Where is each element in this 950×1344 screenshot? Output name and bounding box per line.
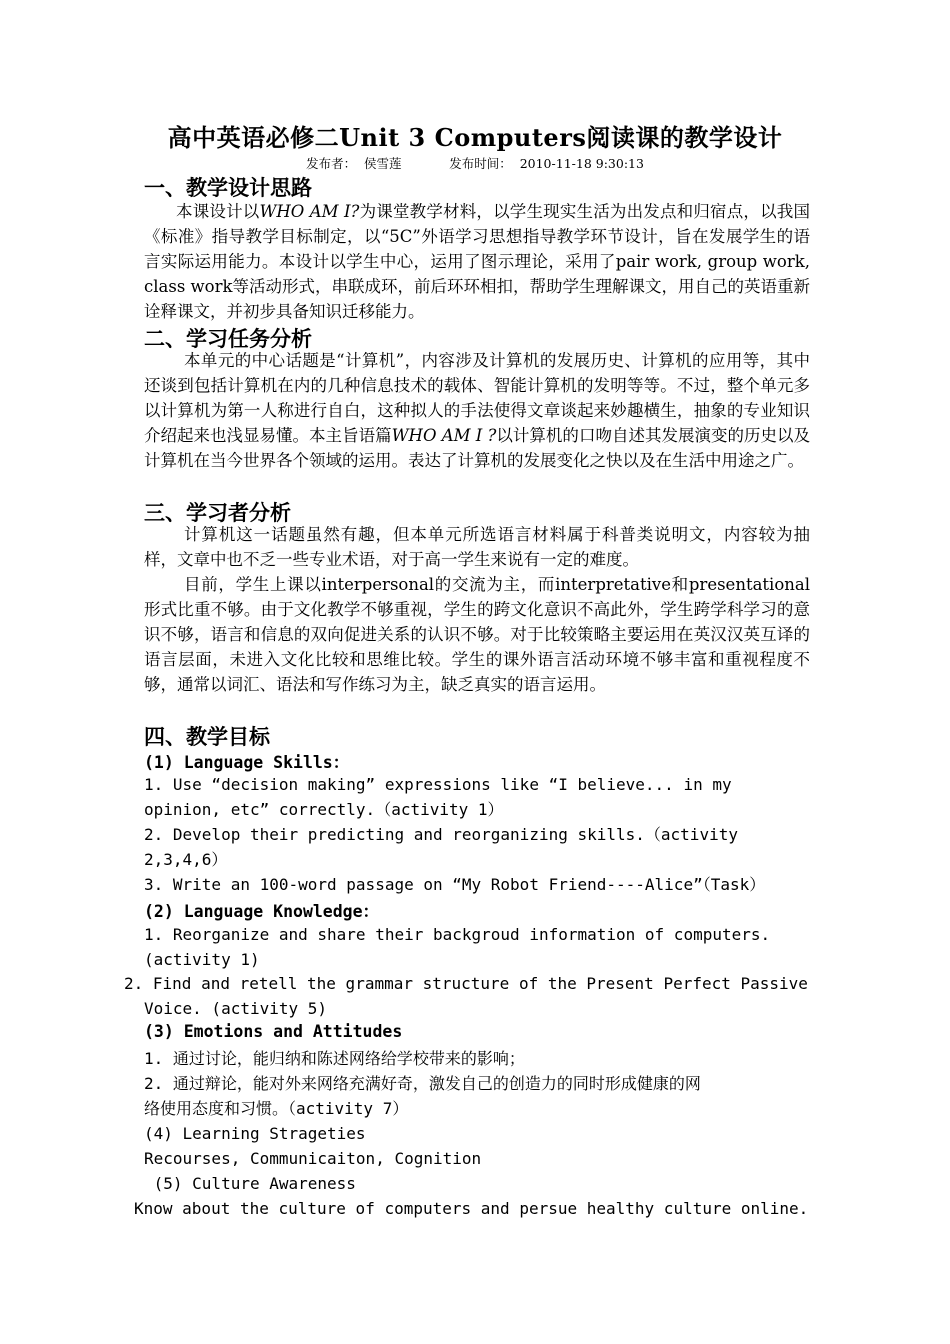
section-paragraph xyxy=(144,199,810,324)
section-paragraph: 计算机这一话题虽然有趣，但本单元所选语言材料属于科普类说明文，内容较为抽样，文章中也不乏一些专业术语，对于高一学生来说有一定的难度。 xyxy=(144,525,810,569)
publisher-label: 发布者： xyxy=(306,156,357,171)
goal-line: Recourses, Communicaiton, Cognition xyxy=(144,1149,482,1168)
goal-line: (activity 1) xyxy=(144,950,260,969)
document-title: 高中英语必修二Unit 3 Computers阅读课的教学设计 xyxy=(167,123,783,152)
paragraph-text: 以计算机的口吻自述其发展演变的历史以及计算机在当今世界各个领域的运用。表达了计算机的发展变化之快以及在生活中用途之广。 xyxy=(144,426,811,470)
lesson-title-emphasis: WHO AM I ? xyxy=(391,426,497,445)
subheading-language-skills: (1) Language Skills： xyxy=(144,753,350,772)
section-paragraph xyxy=(144,348,810,473)
section-paragraph: 目前，学生上课以interpersonal的交流为主，而interpretative和presentational形式比重不够。由于文化教学不够重视，学生的跨文化意识不高此外，学生跨学科学习的意识不够，语言和信息的双向促进关系的认识不够。对于比较策略主要运用在英汉汉英互译的语言层面，未进入文化比较和思维比较。学生的课外语言活动环境不够丰富和重视程度不够，通常以词汇、语法和写作练习为主，缺乏真实的语言运用。 xyxy=(144,575,810,694)
publish-time: 2010-11-18 9:30:13 xyxy=(519,156,644,171)
section-heading-teaching-goals: 四、教学目标 xyxy=(144,724,270,749)
subheading-emotions-attitudes: (3) Emotions and Attitudes xyxy=(144,1022,403,1041)
paragraph-text: 本单元的中心话题是“计算机”，内容涉及计算机的发展历史、计算机的应用等，其中还谈到包括计算机在内的几种信息技术的载体、智能计算机的发明等等。不过，整个单元多以计算机为第一人称进行自白，这种拟人的手法使得文章谈起来妙趣横生，抽象的专业知识介绍起来也浅显易懂。本主旨语篇 xyxy=(144,351,810,445)
subheading-language-knowledge: (2) Language Knowledge： xyxy=(144,902,380,921)
goal-line: Voice. (activity 5) xyxy=(144,999,328,1018)
goal-line: 1. 通过讨论，能归纳和陈述网络给学校带来的影响； xyxy=(144,1049,525,1068)
section-heading-task-analysis: 二、学习任务分析 xyxy=(144,326,312,351)
publish-meta xyxy=(0,154,950,172)
subheading-learning-strategies: (4) Learning Strageties xyxy=(144,1124,366,1143)
subheading-culture-awareness: (5) Culture Awareness xyxy=(144,1174,356,1193)
goal-line: 1. Use “decision making” expressions like “I believe... in my xyxy=(144,775,732,794)
goal-line: 2. Develop their predicting and reorganizing skills.（activity xyxy=(144,825,738,844)
publish-time-label: 发布时间： xyxy=(449,156,512,171)
paragraph-text: 为课堂教学材料，以学生现实生活为出发点和归宿点，以我国《标准》指导教学目标制定，以“5C”外语学习思想指导教学环节设计，旨在发展学生的语言实际运用能力。本设计以学生中心，运用了图示理论，采用了pair work, group work, class work等活动形式，串联成环，前后环环相扣，帮助学生理解课文，用自己的英语重新诠释课文，并初步具备知识迁移能力。 xyxy=(144,202,810,321)
goal-line: 络使用态度和习惯。（activity 7） xyxy=(144,1099,409,1118)
goal-line: 1. Reorganize and share their backgroud information of computers. xyxy=(144,925,771,944)
section-heading-design-idea: 一、教学设计思路 xyxy=(144,175,312,200)
lesson-title-emphasis: WHO AM I? xyxy=(259,202,360,221)
section-heading-learner-analysis: 三、学习者分析 xyxy=(144,500,291,525)
goal-line: 3. Write an 100-word passage on “My Robot Friend----Alice”（Task） xyxy=(144,875,766,894)
goal-line: 2. Find and retell the grammar structure of the Present Perfect Passive xyxy=(124,974,808,993)
goal-line: 2,3,4,6） xyxy=(144,850,228,869)
paragraph-text: 本课设计以 xyxy=(176,202,260,221)
publisher-name: 侯雪莲 xyxy=(364,156,402,171)
goal-line: opinion, etc” correctly.（activity 1） xyxy=(144,800,504,819)
goal-line: 2. 通过辩论，能对外来网络充满好奇，激发自己的创造力的同时形成健康的网 xyxy=(144,1074,701,1093)
goal-line: Know about the culture of computers and persue healthy culture online. xyxy=(134,1199,809,1218)
